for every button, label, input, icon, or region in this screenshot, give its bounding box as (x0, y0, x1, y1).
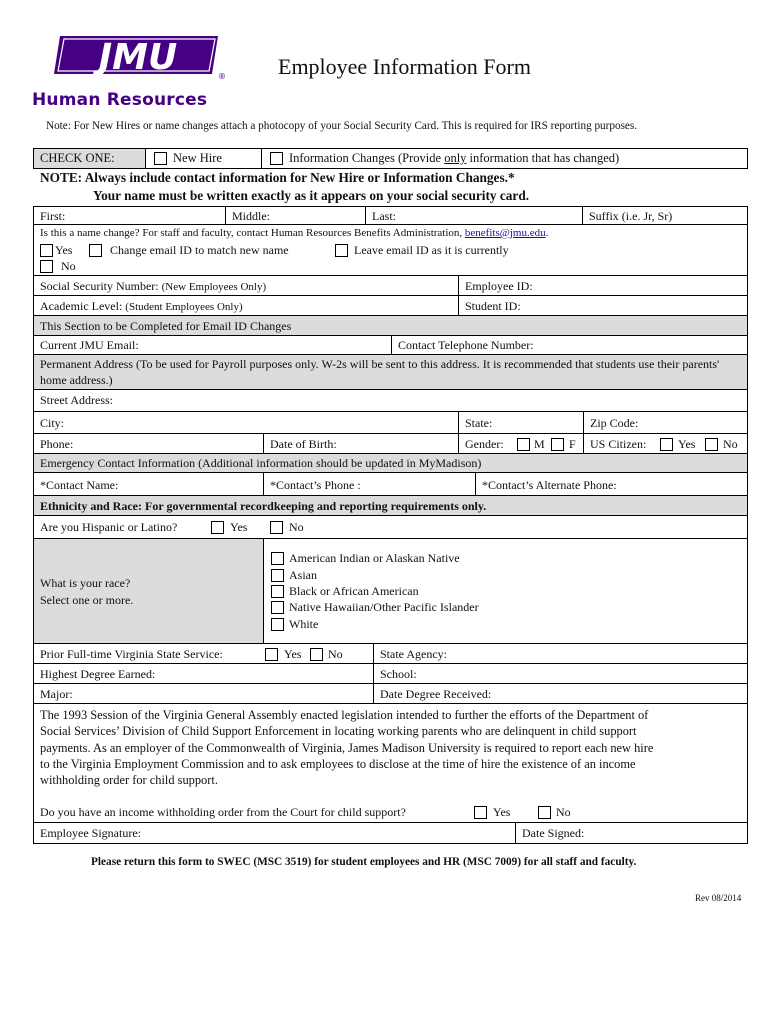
highest-degree-field[interactable] (33, 663, 374, 684)
ssn-card-note: Note: For New Hires or name changes attach a photocopy of your Social Security Card. This is required for IRS reporting purposes. (46, 120, 638, 132)
notice-line-1: NOTE: Always include contact information for New Hire or Information Changes.* (40, 170, 515, 185)
major-field[interactable] (33, 683, 374, 704)
change-email-label: Change email ID to match new name (110, 243, 289, 257)
race-american-indian-checkbox[interactable] (271, 552, 284, 565)
citizen-yes-label: Yes (678, 437, 696, 451)
contact-name-label: *Contact Name: (40, 478, 119, 492)
child-support-block (33, 703, 748, 823)
date-signed-label: Date Signed: (522, 826, 585, 840)
last-name-field[interactable] (365, 206, 583, 225)
page-title: Employee Information Form (278, 54, 531, 79)
date-degree-field[interactable] (373, 683, 748, 704)
name-change-block (33, 224, 748, 276)
dob-field[interactable] (263, 433, 459, 454)
race-question-1: What is your race? (40, 576, 131, 590)
middle-name-field[interactable] (225, 206, 366, 225)
check-one-label: CHECK ONE: (40, 151, 115, 165)
street-address-field[interactable] (33, 389, 748, 412)
change-email-checkbox[interactable] (89, 244, 102, 257)
prior-service-yes-checkbox[interactable] (265, 648, 278, 661)
address-section-header (33, 354, 748, 390)
current-email-label: Current JMU Email: (40, 338, 139, 352)
hispanic-no-checkbox[interactable] (270, 521, 283, 534)
contact-name-field[interactable] (33, 472, 264, 496)
emergency-title: Emergency Contact Information (Additional information should be updated in MyMadison) (40, 456, 482, 470)
leave-email-checkbox[interactable] (335, 244, 348, 257)
leave-email-label: Leave email ID as it is currently (354, 243, 509, 257)
child-support-no-label: No (556, 805, 571, 819)
date-signed-field[interactable] (515, 822, 748, 844)
child-support-line: The 1993 Session of the Virginia General Assembly enacted legislation intended to further the efforts of the Department of (40, 708, 649, 722)
child-support-text (40, 707, 653, 788)
return-instructions: Please return this form to SWEC (MSC 3519) for student employees and HR (MSC 7009) for all staff and faculty. (91, 856, 637, 868)
info-changes-label: Information Changes (Provide only information that has changed) (289, 151, 620, 165)
ssn-field[interactable] (33, 275, 459, 296)
prior-service-yes-label: Yes (284, 647, 302, 661)
student-id-field[interactable] (458, 295, 748, 316)
contact-phone-label: Contact Telephone Number: (398, 338, 534, 352)
race-option-label: White (289, 617, 319, 631)
state-label: State: (465, 416, 493, 430)
name-change-question: Is this a name change? For staff and faculty, contact Human Resources Benefits Administration, benefits@jmu.edu. (40, 227, 549, 239)
academic-level-label: Academic Level: (Student Employees Only) (40, 299, 243, 313)
race-option-label: Asian (289, 568, 317, 582)
name-change-yes-checkbox[interactable] (40, 244, 53, 257)
name-change-no-label: No (61, 259, 76, 273)
race-options-cell (263, 538, 748, 644)
race-white-checkbox[interactable] (271, 618, 284, 631)
state-field[interactable] (458, 411, 584, 434)
gender-label: Gender: (465, 437, 504, 451)
gender-m-checkbox[interactable] (517, 438, 530, 451)
school-label: School: (380, 667, 417, 681)
race-pacific-islander-checkbox[interactable] (271, 601, 284, 614)
zip-label: Zip Code: (590, 416, 639, 430)
citizen-yes-checkbox[interactable] (660, 438, 673, 451)
current-email-field[interactable] (33, 335, 392, 355)
jmu-wordmark-logo (52, 34, 222, 76)
registered-mark: ® (218, 72, 226, 81)
employee-id-field[interactable] (458, 275, 748, 296)
gender-cell (458, 433, 584, 454)
child-support-line: Social Services’ Division of Child Support Enforcement in locating working parents who are delinquent in child support (40, 724, 637, 739)
hispanic-yes-checkbox[interactable] (211, 521, 224, 534)
gender-f-checkbox[interactable] (551, 438, 564, 451)
school-field[interactable] (373, 663, 748, 684)
logo-subtitle: Human Resources (32, 90, 208, 110)
gender-f-label: F (569, 437, 576, 451)
prior-service-no-label: No (328, 647, 343, 661)
city-field[interactable] (33, 411, 459, 434)
name-change-no-checkbox[interactable] (40, 260, 53, 273)
gender-m-label: M (534, 437, 545, 451)
hispanic-question: Are you Hispanic or Latino? (40, 520, 178, 534)
child-support-line: withholding order for child support. (40, 773, 218, 788)
suffix-field[interactable] (582, 206, 748, 225)
emergency-header (33, 453, 748, 473)
ethnicity-title: Ethnicity and Race: For governmental recordkeeping and reporting requirements only. (40, 499, 487, 513)
citizen-no-label: No (723, 437, 738, 451)
hispanic-no-label: No (289, 520, 304, 534)
hispanic-row (33, 515, 748, 539)
hispanic-yes-label: Yes (230, 520, 248, 534)
street-address-label: Street Address: (40, 393, 113, 407)
new-hire-cell (145, 148, 262, 169)
revision-date: Rev 08/2014 (695, 893, 742, 903)
new-hire-checkbox[interactable] (154, 152, 167, 165)
highest-degree-label: Highest Degree Earned: (40, 667, 156, 681)
zip-field[interactable] (583, 411, 748, 434)
middle-name-label: Middle: (232, 209, 270, 223)
us-citizen-cell (583, 433, 748, 454)
address-section-title: Permanent Address (To be used for Payroll purposes only. W-2s will be sent to this address. It is recommended that students use their parents' home address.) (40, 357, 720, 387)
major-label: Major: (40, 687, 73, 701)
date-degree-label: Date Degree Received: (380, 687, 492, 701)
email-section-header (33, 315, 748, 336)
contact-alt-phone-label: *Contact’s Alternate Phone: (482, 478, 617, 492)
ethnicity-header (33, 495, 748, 516)
email-section-title: This Section to be Completed for Email ID Changes (40, 319, 292, 333)
first-name-field[interactable] (33, 206, 226, 225)
suffix-label: Suffix (i.e. Jr, Sr) (589, 209, 673, 223)
child-support-yes-checkbox[interactable] (474, 806, 487, 819)
child-support-yes-label: Yes (493, 805, 511, 819)
new-hire-label: New Hire (173, 151, 222, 165)
race-option-label: American Indian or Alaskan Native (289, 551, 460, 565)
contact-phone-field[interactable] (391, 335, 748, 355)
first-name-label: First: (40, 209, 66, 223)
prior-service-no-checkbox[interactable] (310, 648, 323, 661)
academic-level-field[interactable] (33, 295, 459, 316)
contact-alt-phone-field[interactable] (475, 472, 748, 496)
signature-label: Employee Signature: (40, 826, 141, 840)
phone-label: Phone: (40, 437, 74, 451)
ssn-label: Social Security Number: (New Employees Only) (40, 279, 267, 293)
prior-service-cell (33, 643, 374, 664)
state-agency-field[interactable] (373, 643, 748, 664)
citizen-no-checkbox[interactable] (705, 438, 718, 451)
employee-id-label: Employee ID: (465, 279, 533, 293)
jmu-logo (32, 34, 226, 114)
race-option-label: Native Hawaiian/Other Pacific Islander (289, 600, 479, 614)
student-id-label: Student ID: (465, 299, 521, 313)
dob-label: Date of Birth: (270, 437, 337, 451)
city-label: City: (40, 416, 65, 430)
name-change-yes-label: Yes (55, 243, 73, 257)
child-support-question: Do you have an income withholding order from the Court for child support? (40, 805, 406, 819)
phone-field[interactable] (33, 433, 264, 454)
info-changes-cell (261, 148, 748, 169)
child-support-line: to the Virginia Employment Commission and to ask employees to disclose at the time of hire the existence of an income (40, 756, 636, 771)
race-asian-checkbox[interactable] (271, 569, 284, 582)
contact-phone-emergency-field[interactable] (263, 472, 476, 496)
info-changes-checkbox[interactable] (270, 152, 283, 165)
check-one-cell (33, 148, 146, 169)
prior-service-label: Prior Full-time Virginia State Service: (40, 647, 223, 661)
race-question-2: Select one or more. (40, 593, 134, 607)
contact-phone-emergency-label: *Contact’s Phone : (270, 478, 361, 492)
race-black-checkbox[interactable] (271, 585, 284, 598)
benefits-email-link[interactable]: benefits@jmu.edu (464, 227, 546, 239)
state-agency-label: State Agency: (380, 647, 447, 661)
us-citizen-label: US Citizen: (590, 437, 647, 451)
notice-line-2: Your name must be written exactly as it appears on your social security card. (93, 188, 530, 203)
race-option-label: Black or African American (289, 584, 419, 598)
last-name-label: Last: (372, 209, 396, 223)
signature-field[interactable] (33, 822, 516, 844)
race-question-cell (33, 538, 264, 644)
child-support-line: payments. As an employer of the Commonwealth of Virginia, James Madison University is required to report each new hire (40, 740, 654, 755)
logo-wordmark-text: JMU (98, 37, 178, 76)
child-support-no-checkbox[interactable] (538, 806, 551, 819)
